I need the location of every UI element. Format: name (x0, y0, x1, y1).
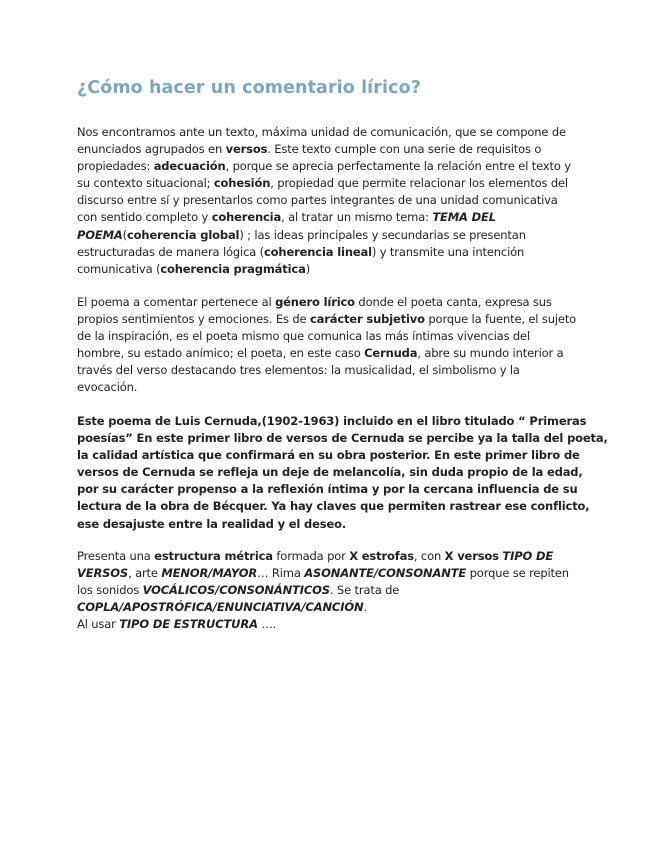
text-run: porque la fuente, el sujeto (424, 312, 577, 327)
text-line: la calidad artística que confirmará en su obra posterior. En este primer libro de (77, 448, 580, 463)
text-run: …. (257, 617, 277, 632)
text-run: ) y transmite una intención (371, 244, 525, 259)
text-run: través del verso destacando tres elementos: la musicalidad, el simbolismo y la (77, 363, 520, 378)
text-line (77, 362, 577, 379)
text-run: su contexto situacional; (77, 176, 214, 191)
placeholder-term: TIPO DE ESTRUCTURA (119, 617, 258, 632)
text-run: los sonidos (77, 583, 143, 598)
text-line (77, 261, 577, 278)
text-run: . (363, 600, 367, 615)
text-run: con sentido completo y (77, 210, 212, 225)
bold-term: carácter subjetivo (309, 312, 425, 327)
text-line: lectura de la obra de Bécquer. Ya hay claves que permiten rastrear ese conflicto, (77, 499, 590, 514)
text-line (77, 158, 577, 175)
text-line (77, 548, 577, 565)
bold-term: Cernuda (364, 346, 418, 361)
text-line (77, 616, 577, 633)
placeholder-term: COPLA/APOSTRÓFICA/ENUNCIATIVA/CANCIÓN (77, 600, 364, 615)
text-run: hombre, su estado anímico; el poeta, en este caso (77, 346, 365, 361)
text-line (77, 244, 577, 261)
text-line (77, 582, 577, 599)
placeholder-term: POEMA (77, 227, 123, 242)
bold-term: coherencia global (127, 227, 240, 242)
placeholder-term: MENOR/MAYOR (161, 566, 258, 581)
paragraph-cernuda-contexto (77, 413, 608, 533)
text-line (77, 328, 577, 345)
text-line (77, 599, 577, 616)
bold-term: coherencia pragmática (160, 261, 306, 276)
text-run: enunciados agrupados en (77, 142, 226, 157)
placeholder-term: VOCÁLICOS/CONSONÁNTICOS (142, 583, 330, 598)
text-run: ) (305, 261, 311, 276)
text-run: , con (413, 549, 445, 563)
text-line (77, 141, 577, 158)
text-line: versos de Cernuda se refleja un deje de melancolía, sin duda propio de la edad, (77, 465, 583, 480)
bold-term: estructura métrica (154, 549, 273, 563)
text-run: comunicativa ( (77, 261, 161, 276)
text-line (77, 345, 577, 362)
text-line (77, 175, 577, 192)
paragraph-propiedades-texto (77, 124, 577, 278)
text-run: . Este texto cumple con una serie de requisitos o (267, 142, 542, 157)
text-line (77, 294, 577, 311)
text-line (77, 379, 577, 396)
text-run: . Se trata de (329, 583, 400, 598)
text-run: propios sentimientos y emociones. Es de (77, 312, 310, 327)
text-run: Al usar (77, 617, 120, 632)
text-run: de la inspiración, es el poeta mismo que comunica las más íntimas vivencias del (77, 329, 531, 344)
bold-term: coherencia (211, 210, 282, 225)
page-title: ¿Cómo hacer un comentario lírico? (77, 78, 421, 98)
placeholder-term: ASONANTE/CONSONANTE (304, 566, 467, 581)
text-run: Presenta una (77, 549, 155, 563)
bold-term: adecuación (153, 159, 226, 174)
text-run: evocación. (77, 380, 138, 395)
placeholder-term: VERSOS (77, 566, 129, 581)
text-line: por su carácter propenso a la reflexión íntima y por la cercana influencia de su (77, 482, 578, 497)
text-run: ( (122, 227, 127, 242)
text-run: , porque se aprecia perfectamente la relación entre el texto y (225, 159, 571, 174)
text-run: ) ; las ideas principales y secundarias se presentan (239, 227, 526, 242)
text-line: ese desajuste entre la realidad y el deseo. (77, 516, 347, 531)
text-line (77, 209, 577, 226)
text-run: donde el poeta canta, expresa sus (354, 295, 552, 309)
text-run: El poema a comentar pertenece al (77, 295, 276, 309)
placeholder-term: TEMA DEL (432, 210, 496, 225)
text-run: porque se repiten (466, 566, 569, 581)
bold-term: coherencia lineal (264, 244, 372, 259)
text-run: , arte (128, 566, 162, 581)
text-line (77, 227, 577, 244)
text-run: formada por (272, 549, 350, 563)
text-line (77, 192, 577, 209)
text-run: discurso entre sí y presentarlos como partes integrantes de una unidad comunicativa (77, 193, 558, 208)
text-line (77, 311, 577, 328)
bold-term: género lírico (275, 295, 355, 309)
text-run: Nos encontramos ante un texto, máxima unidad de comunicación, que se compone de (77, 125, 566, 139)
text-run: estructuradas de manera lógica ( (77, 244, 264, 259)
text-line (77, 124, 577, 141)
text-run: , al tratar un mismo tema: (281, 210, 433, 225)
text-run: propiedades: (77, 159, 154, 174)
paragraph-genero-lirico (77, 294, 577, 397)
text-run: … Rima (257, 566, 305, 581)
paragraph-estructura-metrica (77, 548, 577, 633)
bold-term: versos (225, 142, 268, 157)
text-run: , propiedad que permite relacionar los elementos del (270, 176, 568, 191)
text-run: , abre su mundo interior a (417, 346, 564, 361)
placeholder-term: TIPO DE (502, 549, 554, 563)
bold-term: X estrofas (349, 549, 414, 563)
text-line: Este poema de Luis Cernuda,(1902-1963) incluido en el libro titulado “ Primeras (77, 414, 587, 428)
text-line (77, 565, 577, 582)
bold-term: X versos (444, 549, 499, 563)
bold-term: cohesión (213, 176, 271, 191)
text-line: poesías” En este primer libro de versos de Cernuda se percibe ya la talla del poeta, (77, 431, 608, 446)
